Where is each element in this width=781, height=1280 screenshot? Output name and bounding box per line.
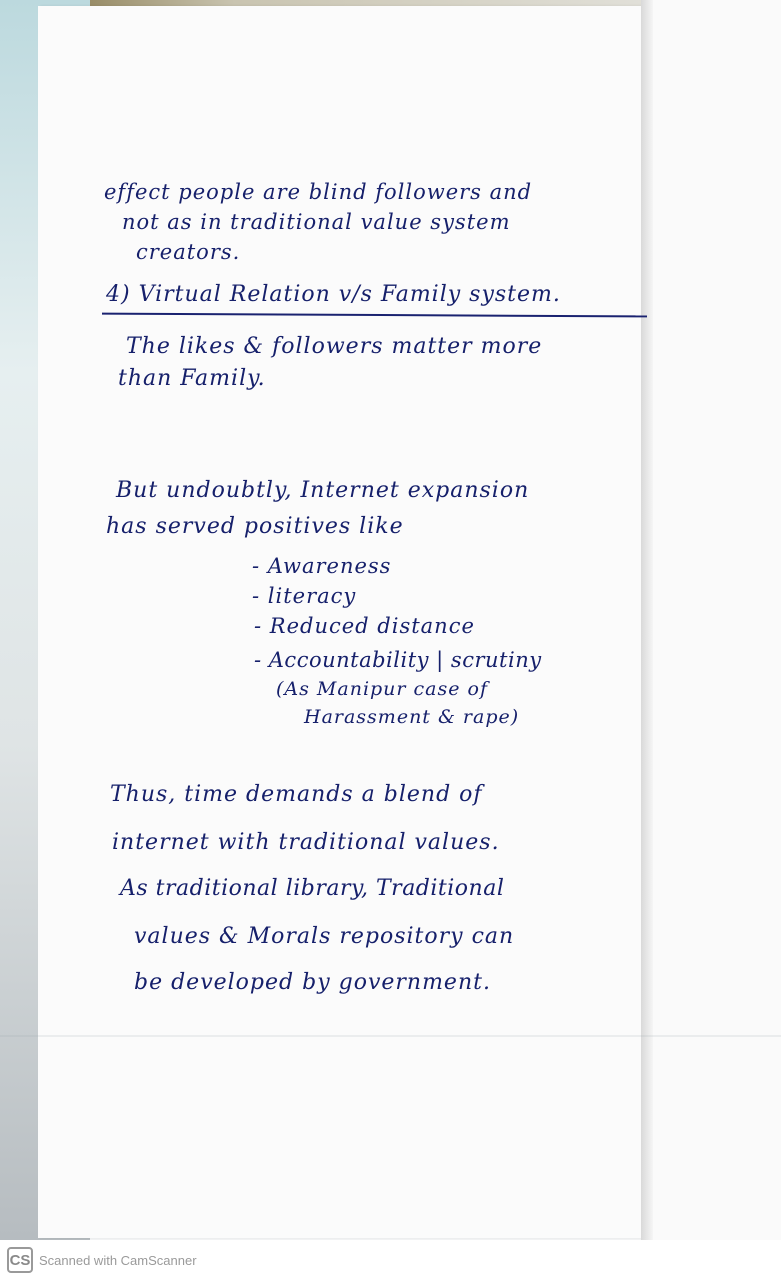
scanner-footer [0, 1240, 781, 1280]
bullet-note-1: (As Manipur case of [276, 678, 489, 700]
conclusion-line-3: As traditional library, Traditional [120, 876, 505, 901]
bullet-item: - Awareness [252, 554, 392, 578]
bullet-item: - Accountability | scrutiny [254, 648, 542, 672]
conclusion-line-5: be developed by government. [134, 970, 491, 995]
text-line-1: effect people are blind followers and [104, 180, 533, 204]
camscanner-logo-icon: CS [7, 1247, 33, 1273]
bullet-note-2: Harassment & rape) [304, 706, 520, 728]
conclusion-line-4: values & Morals repository can [134, 924, 515, 949]
scan-background-right [652, 0, 781, 1240]
text-line-3: creators. [136, 240, 241, 264]
text-line-8: has served positives like [106, 514, 404, 539]
text-line-2: not as in traditional value system [122, 210, 511, 234]
text-line-6: than Family. [118, 366, 266, 391]
section-heading: 4) Virtual Relation v/s Family system. [106, 282, 561, 307]
text-line-5: The likes & followers matter more [126, 334, 543, 359]
scanner-watermark-text: Scanned with CamScanner [39, 1252, 197, 1268]
text-line-7: But undoubtly, Internet expansion [116, 478, 530, 503]
bullet-item: - literacy [252, 584, 357, 608]
conclusion-line-2: internet with traditional values. [112, 830, 500, 855]
page-edge-shadow [641, 0, 653, 1240]
conclusion-line-1: Thus, time demands a blend of [110, 782, 483, 807]
page-fold [0, 1035, 781, 1037]
bullet-item: - Reduced distance [254, 614, 475, 638]
